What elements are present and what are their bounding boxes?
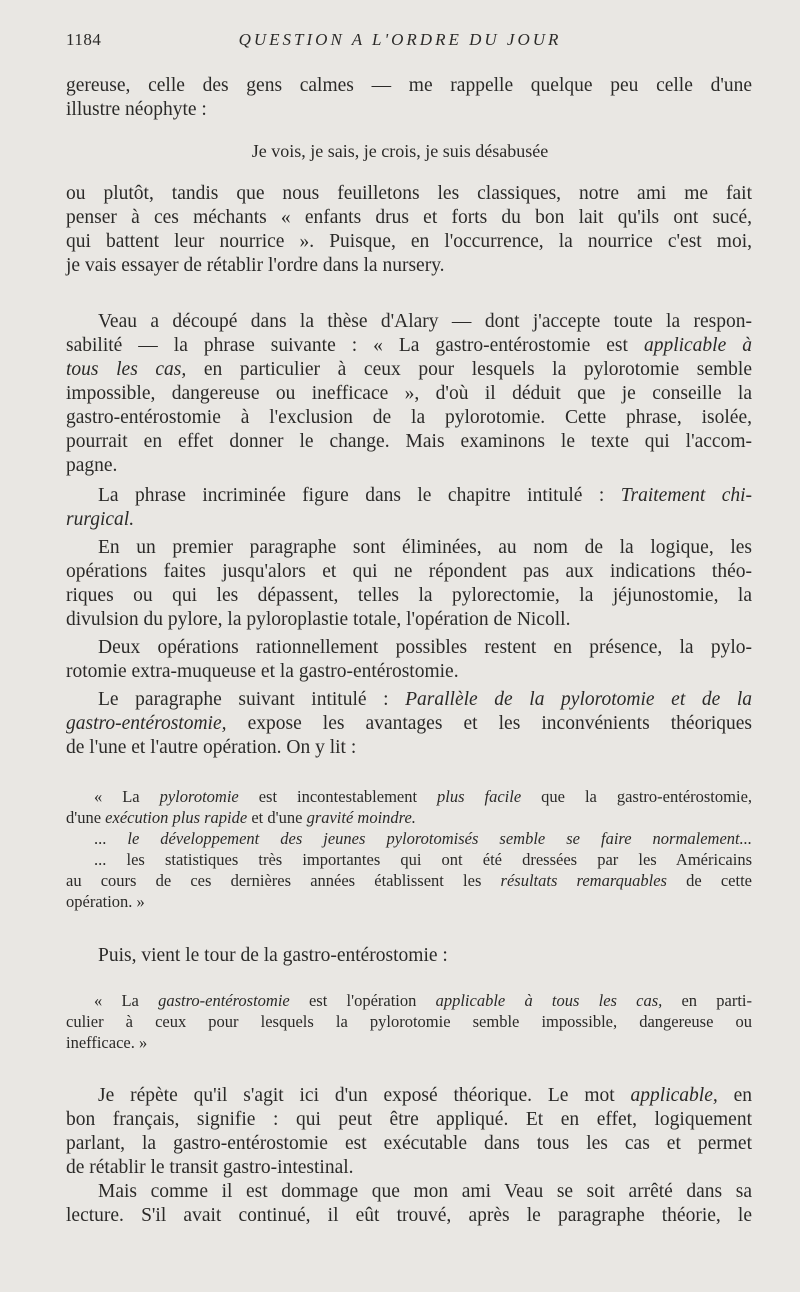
text-run: pourrait en effet donner le change. Mais examinons le texte qui l'accom- bbox=[66, 431, 752, 452]
text-run: qui battent leur nourrice ». Puisque, en l'occurrence, la nourrice c'est moi, bbox=[66, 231, 752, 252]
text-run: de rétablir le transit gastro-intestinal. bbox=[66, 1157, 354, 1178]
text-run: opérations faites jusqu'alors et qui ne répondent pas aux indications théo- bbox=[66, 561, 752, 582]
text-run: je vais essayer de rétablir l'ordre dans la nursery. bbox=[66, 255, 445, 276]
italic-text: applicable à bbox=[643, 335, 752, 356]
text-run: ... bbox=[94, 829, 128, 848]
text-line bbox=[66, 1156, 752, 1180]
text-run: Je répète qu'il s'agit ici d'un exposé théorique. Le mot bbox=[98, 1085, 631, 1106]
italic-text: plus facile bbox=[437, 787, 522, 806]
text-run: d'une bbox=[66, 808, 106, 827]
text-line bbox=[66, 230, 752, 254]
text-run: sabilité — la phrase suivante : « La gastro-entérostomie est bbox=[66, 335, 644, 356]
text-run: lecture. S'il avait continué, il eût trouvé, après le paragraphe théorie, le bbox=[66, 1205, 752, 1226]
italic-text: rurgical. bbox=[66, 509, 135, 530]
text-run: expose les avantages et les inconvénients théoriques bbox=[226, 713, 752, 734]
text-run: illustre néophyte : bbox=[66, 99, 207, 120]
text-line bbox=[66, 1204, 752, 1228]
text-line bbox=[66, 74, 752, 98]
italic-text: Traitement chi- bbox=[620, 485, 753, 506]
italic-text: Parallèle de la pylorotomie et de la bbox=[405, 689, 752, 710]
text-line bbox=[66, 712, 752, 736]
text-line bbox=[66, 254, 752, 278]
text-line bbox=[66, 1032, 752, 1053]
italic-text: résultats remarquables bbox=[500, 871, 667, 890]
text-run: pagne. bbox=[66, 455, 118, 476]
text-run: Deux opérations rationnellement possibles restent en présence, la pylo- bbox=[98, 637, 752, 658]
text-line bbox=[66, 206, 752, 230]
text-line bbox=[66, 807, 752, 828]
text-line bbox=[98, 1180, 752, 1204]
page-number: 1184 bbox=[66, 30, 102, 49]
italic-text: tous les cas, bbox=[66, 359, 187, 380]
text-line bbox=[66, 382, 752, 406]
text-run: Le paragraphe suivant intitulé : bbox=[98, 689, 406, 710]
text-line bbox=[66, 608, 752, 632]
italic-text: le développement des jeunes pylorotomisés semble se faire normalement... bbox=[127, 829, 753, 848]
text-run: impossible, dangereuse ou inefficace », d'où il déduit que je conseille la bbox=[66, 383, 752, 404]
text-run: en bbox=[717, 1085, 753, 1106]
text-line bbox=[66, 1132, 752, 1156]
text-line bbox=[66, 891, 752, 912]
running-title: QUESTION A L'ORDRE DU JOUR bbox=[238, 30, 562, 49]
text-run: de cette bbox=[666, 871, 752, 890]
text-line bbox=[98, 310, 752, 334]
text-run: au cours de ces dernières années établissent les bbox=[66, 871, 501, 890]
italic-text: applicable, bbox=[630, 1085, 718, 1106]
text-run: est l'opération bbox=[289, 991, 436, 1010]
text-line bbox=[66, 406, 752, 430]
text-line bbox=[66, 98, 752, 122]
text-run: parlant, la gastro-entérostomie est exécutable dans tous les cas et permet bbox=[66, 1133, 752, 1154]
text-run: gereuse, celle des gens calmes — me rappelle quelque peu celle d'une bbox=[66, 75, 752, 96]
text-line bbox=[66, 334, 752, 358]
text-line bbox=[66, 870, 752, 891]
italic-text: gravité moindre. bbox=[306, 808, 416, 827]
text-run: La phrase incriminée figure dans le chapitre intitulé : bbox=[98, 485, 621, 506]
text-run: Mais comme il est dommage que mon ami Veau se soit arrêté dans sa bbox=[98, 1181, 752, 1202]
text-run: opération. » bbox=[66, 892, 145, 911]
text-run: en parti- bbox=[662, 991, 753, 1010]
text-line bbox=[66, 1108, 752, 1132]
text-line bbox=[94, 828, 752, 849]
text-line bbox=[66, 584, 752, 608]
italic-text: gastro-entérostomie bbox=[158, 991, 290, 1010]
text-run: et d'une bbox=[247, 808, 307, 827]
text-run: penser à ces méchants « enfants drus et forts du bon lait qu'ils ont sucé, bbox=[66, 207, 752, 228]
text-line bbox=[66, 560, 752, 584]
text-run: « La bbox=[94, 787, 160, 806]
text-line bbox=[66, 430, 752, 454]
text-line bbox=[66, 736, 752, 760]
text-run: divulsion du pylore, la pyloroplastie totale, l'opération de Nicoll. bbox=[66, 609, 571, 630]
text-run: riques ou qui les dépassent, telles la pylorectomie, la jéjunostomie, la bbox=[66, 585, 752, 606]
text-line bbox=[98, 688, 752, 712]
text-line bbox=[94, 849, 752, 870]
italic-text: exécution plus rapide bbox=[105, 808, 248, 827]
text-line bbox=[98, 944, 752, 968]
text-run: ou plutôt, tandis que nous feuilletons les classiques, notre ami me fait bbox=[66, 183, 752, 204]
text-run: en particulier à ceux pour lesquels la pylorotomie semble bbox=[186, 359, 753, 380]
text-line bbox=[98, 1084, 752, 1108]
text-run: Veau a découpé dans la thèse d'Alary — dont j'accepte toute la respon- bbox=[98, 311, 752, 332]
text-run: que la gastro-entérostomie, bbox=[521, 787, 753, 806]
text-line bbox=[66, 1011, 752, 1032]
text-run: Puis, vient le tour de la gastro-entérostomie : bbox=[98, 945, 448, 966]
italic-text: pylorotomie bbox=[159, 787, 239, 806]
verse-quote: Je vois, je sais, je crois, je suis désabusée bbox=[251, 141, 549, 161]
text-run: inefficace. » bbox=[66, 1033, 148, 1052]
text-run: « La bbox=[94, 991, 159, 1010]
text-run: est incontestablement bbox=[238, 787, 438, 806]
text-run: culier à ceux pour lesquels la pylorotomie semble impossible, dangereuse ou bbox=[66, 1012, 752, 1031]
text-line bbox=[98, 536, 752, 560]
text-line bbox=[66, 660, 752, 684]
text-run: gastro-entérostomie à l'exclusion de la pylorotomie. Cette phrase, isolée, bbox=[66, 407, 752, 428]
text-line bbox=[66, 508, 752, 532]
text-line bbox=[94, 990, 752, 1011]
text-run: rotomie extra-muqueuse et la gastro-entérostomie. bbox=[66, 661, 459, 682]
italic-text: applicable à tous les cas, bbox=[435, 991, 663, 1010]
text-line bbox=[94, 786, 752, 807]
text-run: ... les statistiques très importantes qui ont été dressées par les Américains bbox=[94, 850, 752, 869]
text-line bbox=[66, 358, 752, 382]
text-run: En un premier paragraphe sont éliminées, au nom de la logique, les bbox=[98, 537, 752, 558]
text-line bbox=[66, 182, 752, 206]
text-run: de l'une et l'autre opération. On y lit : bbox=[66, 737, 357, 758]
text-line bbox=[98, 636, 752, 660]
text-run: bon français, signifie : qui peut être appliqué. Et en effet, logiquement bbox=[66, 1109, 752, 1130]
italic-text: gastro-entérostomie, bbox=[66, 713, 227, 734]
text-line bbox=[66, 454, 752, 478]
text-line bbox=[98, 484, 752, 508]
